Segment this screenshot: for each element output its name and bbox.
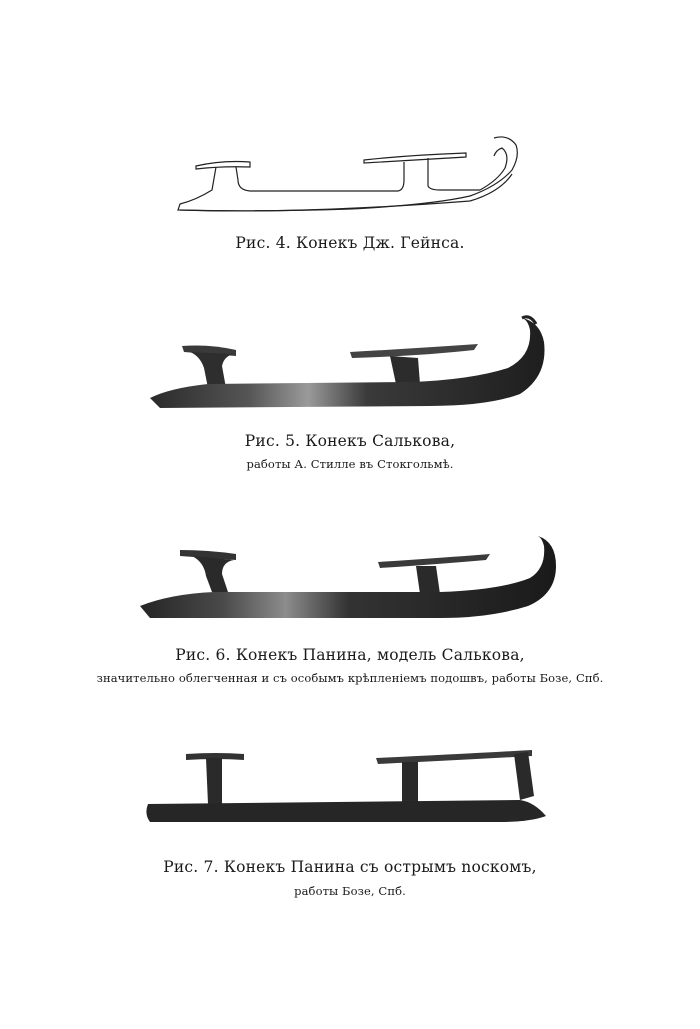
figure-5-caption: Рис. 5. Конекъ Салькова,	[244, 432, 456, 450]
skate-panin-pointed-toe-photo-image	[0, 740, 700, 840]
figure-4-caption: Рис. 4. Конекъ Дж. Гейнса.	[235, 234, 465, 252]
figure-7-subcaption: работы Бозе, Спб.	[294, 884, 406, 898]
skate-line-drawing-image	[0, 0, 700, 230]
figure-6-caption: Рис. 6. Конекъ Панина, модель Салькова,	[175, 646, 525, 664]
figure-5-subcaption: работы А. Стилле въ Стокгольмѣ.	[246, 457, 454, 471]
figure-7-caption: Рис. 7. Конекъ Панина съ острымъ noскомъ,	[163, 858, 537, 876]
figure-6-subcaption: значительно облегченная и съ особымъ крѣпленіемъ подошвъ, работы Бозе, Спб.	[96, 671, 604, 685]
skate-panin-salkov-model-photo-image	[0, 530, 700, 650]
